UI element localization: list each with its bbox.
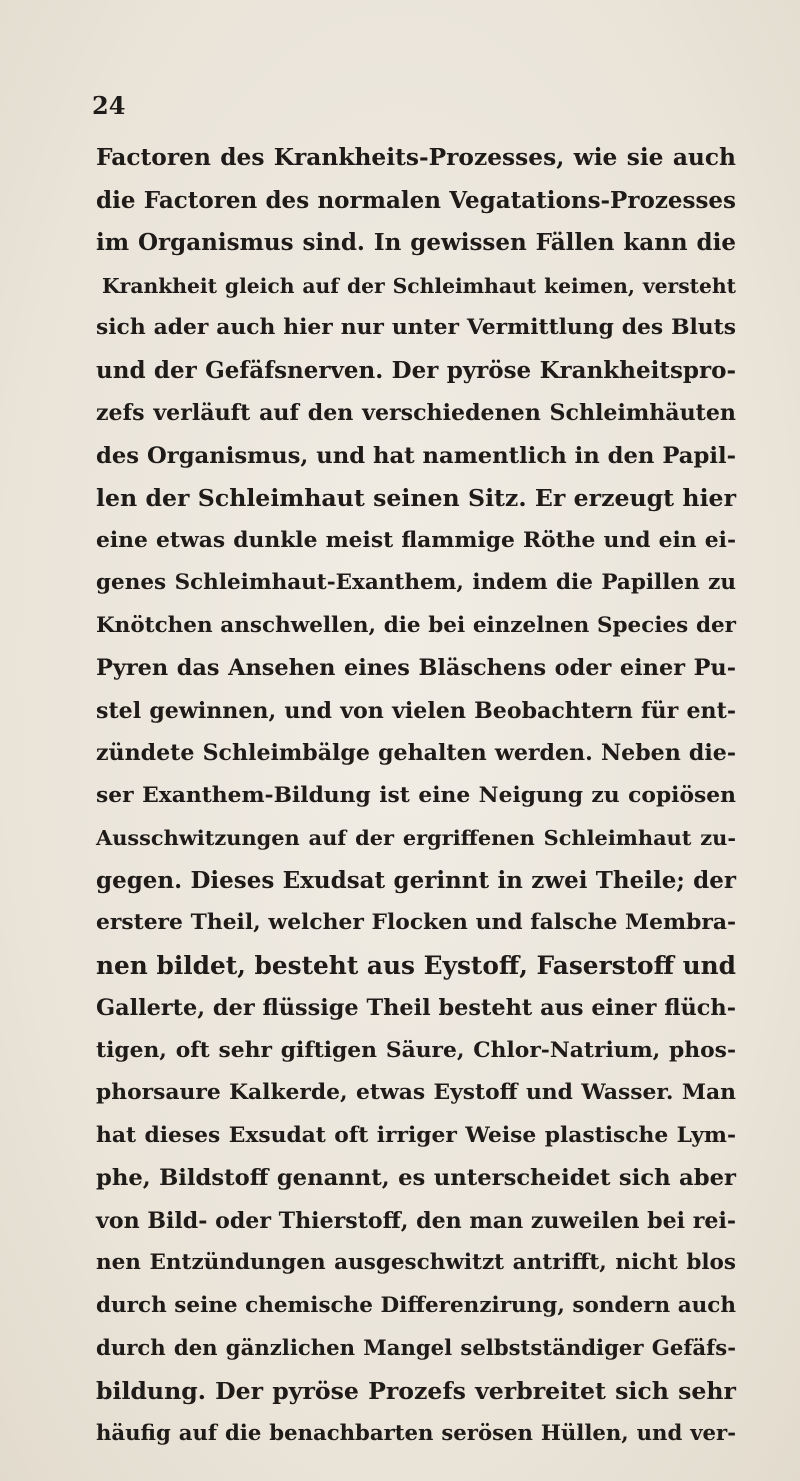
text-line: genes Schleimhaut-Exanthem, indem die Papillen zu — [96, 570, 736, 595]
text-line: durch den gänzlichen Mangel selbstständiger Gefäfs- — [96, 1335, 736, 1360]
text-line: ser Exanthem-Bildung ist eine Neigung zu copiösen — [96, 782, 736, 808]
body-text — [96, 137, 736, 1455]
text-line: Ausschwitzungen auf der ergriffenen Schleimhaut zu- — [96, 825, 736, 850]
text-line: von Bild- oder Thierstoff, den man zuweilen bei rei- — [96, 1207, 737, 1234]
text-line: len der Schleimhaut seinen Sitz. Er erzeugt hier — [96, 484, 736, 512]
text-line: eine etwas dunkle meist flammige Röthe und ein ei- — [96, 527, 736, 553]
text-line: im Organismus sind. In gewissen Fällen kann die — [96, 229, 736, 256]
text-line: Knötchen anschwellen, die bei einzelnen Species der — [96, 612, 736, 638]
text-line: stel gewinnen, und von vielen Beobachtern für ent- — [96, 697, 736, 724]
text-line: durch seine chemische Differenzirung, sondern auch — [96, 1292, 736, 1318]
text-line: Krankheit gleich auf der Schleimhaut keimen, versteht — [102, 273, 736, 298]
text-line: nen bildet, besteht aus Eystoff, Faserstoff und — [96, 950, 736, 980]
text-line: Pyren das Ansehen eines Bläschens oder einer Pu- — [96, 655, 736, 681]
text-line: phe, Bildstoff genannt, es unterscheidet sich aber — [96, 1165, 736, 1191]
text-line: Factoren des Krankheits-Prozesses, wie sie auch — [96, 144, 736, 171]
text-line: des Organismus, und hat namentlich in den Papil- — [96, 442, 736, 469]
text-line: nen Entzündungen ausgeschwitzt antrifft, nicht blos — [96, 1250, 736, 1275]
text-line: Gallerte, der flüssige Theil besteht aus einer flüch- — [96, 995, 736, 1021]
page-number: 24 — [92, 91, 126, 120]
text-line: hat dieses Exsudat oft irriger Weise plastische Lym- — [96, 1122, 736, 1148]
text-line: tigen, oft sehr giftigen Säure, Chlor-Natrium, phos- — [96, 1037, 736, 1063]
text-line: erstere Theil, welcher Flocken und falsche Membra- — [96, 910, 736, 935]
text-line: bildung. Der pyröse Prozefs verbreitet sich sehr — [96, 1376, 736, 1405]
text-line: phorsaure Kalkerde, etwas Eystoff und Wasser. Man — [96, 1080, 736, 1105]
text-line: zefs verläuft auf den verschiedenen Schleimhäuten — [96, 400, 736, 426]
text-line: häufig auf die benachbarten serösen Hüllen, und ver- — [96, 1420, 736, 1445]
text-line: sich ader auch hier nur unter Vermittlung des Bluts — [96, 315, 736, 340]
text-line: die Factoren des normalen Vegatations-Prozesses — [96, 186, 736, 214]
text-line: und der Gefäfsnerven. Der pyröse Krankheitspro- — [96, 356, 736, 384]
text-line: gegen. Dieses Exudsat gerinnt in zwei Theile; der — [96, 866, 736, 894]
text-line: zündete Schleimbälge gehalten werden. Neben die- — [96, 740, 736, 766]
